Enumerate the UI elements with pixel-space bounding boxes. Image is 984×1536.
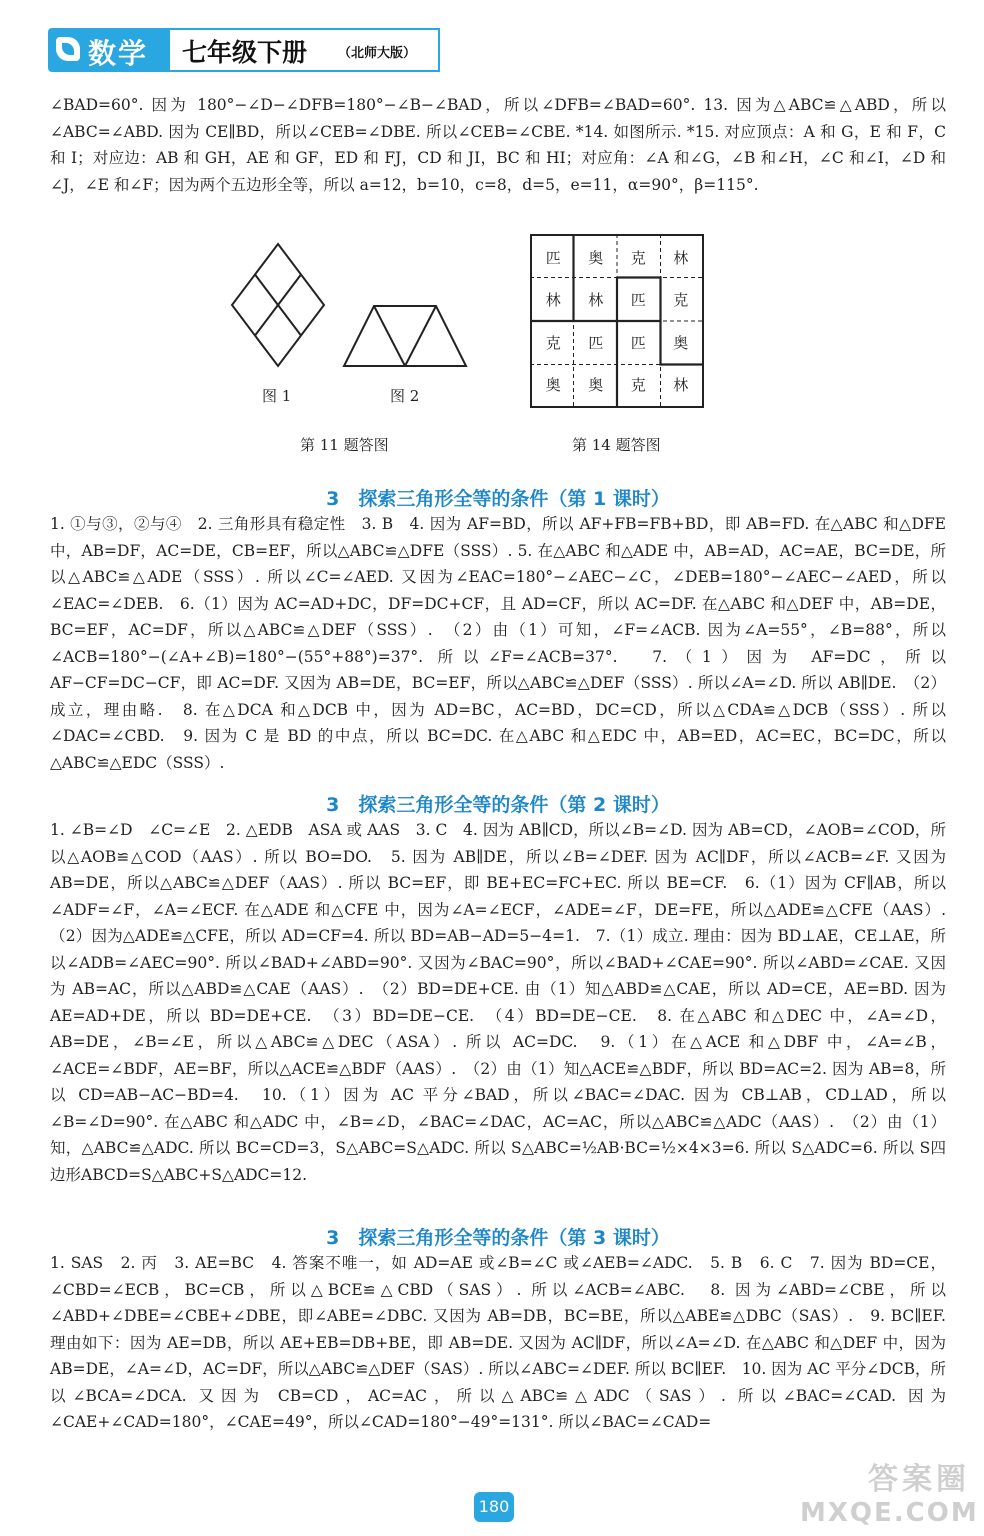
watermark-top-text: 答案圈 [868, 1462, 970, 1497]
grid-cell: 林 [673, 376, 689, 395]
intro-answers [50, 92, 946, 198]
watermark-bottom-text: MXQE.COM [800, 1498, 979, 1528]
section-body-lesson-3 [50, 1250, 946, 1436]
section-body-lesson-2 [50, 817, 962, 1188]
figure-2-trapezoid [340, 302, 470, 370]
grid-cell: 林 [673, 248, 689, 267]
grid-cell: 奥 [588, 248, 604, 267]
figure-1-rhombus [228, 240, 328, 370]
grade-banner [170, 28, 440, 72]
grid-cell: 林 [545, 291, 561, 310]
section-1-text: 1. ①与③，②与④ 2. 三角形具有稳定性 3. B 4. 因为 AF=BD，所以 AF+FB=FB+BD，即 AB=FD. 在△ABC 和△DFE 中，AB=DF，AC=DE，CB=EF，所以△ABC≌△DFE（SSS）. 5. 在△ABC 和△ADE 中，AB=AD，AC=AE，BC=DE，所以△ABC≌△ADE（SSS）. 所以∠C=∠AED. 又因为∠EAC=180°−∠AEC−∠C，∠DEB=180°−∠AEC−∠AED，所以∠EAC=∠DEB. 6.（1）因为 AC=AD+DC，DF=DC+CF，且 AD=CF，所以 AC=DF. 在△ABC 和△DEF 中，AB=DE，BC=EF，AC=DF，所以△ABC≌△DEF（SSS）. （2）由（1）可知，∠F=∠ACB. 因为∠A=55°，∠B=88°，所以∠ACB=180°−(∠A+∠B)=180°−(55°+88°)=37°. 所以∠F=∠ACB=37°. 7.（1）因为 AF=DC，所以 AF−CF=DC−CF，即 AC=DF. 又因为 AB=DE，BC=EF，所以△ABC≌△DEF（SSS）. 所以∠A=∠D. 所以 AB∥DE. （2）成立，理由略. 8. 在△DCA 和△DCB 中，因为 AD=BC，AC=BD，DC=CD，所以△CDA≌△DCB（SSS）. 所以∠DAC=∠CBD. 9. 因为 C 是 BD 的中点，所以 BC=DC. 在△ABC 和△EDC 中，AB=ED，AC=EC，BC=DC，所以△ABC≌△EDC（SSS）. [50, 515, 946, 772]
grid-cell: 奥 [545, 376, 561, 395]
leaf-logo-icon [56, 37, 80, 61]
subject-title: 数学 [88, 37, 149, 70]
grid-cell: 匹 [630, 333, 646, 352]
section-title-lesson-3: 3 探索三角形全等的条件（第 3 课时） [326, 1227, 670, 1249]
grid-cell: 匹 [588, 333, 604, 352]
grid-cell: 林 [588, 291, 604, 310]
grid-cell: 匹 [630, 291, 646, 310]
grid-cell: 克 [630, 376, 646, 395]
intro-paragraph: ∠BAD=60°. 因为 180°−∠D−∠DFB=180°−∠B−∠BAD，所以∠DFB=∠BAD=60°. 13. 因为△ABC≌△ABD，所以∠ABC=∠ABD. 因为 CE∥BD，所以∠CEB=∠DBE. 所以∠CEB=∠CBE. *14. 如图所示. *15. 对应顶点：A 和 G，E 和 F，C 和 I；对应边：AB 和 GH，AE 和 GF，ED 和 FJ，CD 和 JI，BC 和 HI；对应角：∠A 和∠G，∠B 和∠H，∠C 和∠I，∠D 和∠J，∠E 和∠F；因为两个五边形全等，所以 a=12，b=10，c=8，d=5，e=11，α=90°，β=115°. [50, 96, 946, 194]
section-body-lesson-1 [50, 511, 946, 776]
grid-cell: 奥 [673, 333, 689, 352]
caption-question-14: 第 14 题答图 [572, 436, 661, 454]
page-number: 180 [474, 1492, 514, 1522]
grid-cell: 克 [630, 248, 646, 267]
grid-cell: 奥 [588, 376, 604, 395]
section-2-text: 1. ∠B=∠D ∠C=∠E 2. △EDB ASA 或 AAS 3. C 4. 因为 AB∥CD，所以∠B=∠D. 因为 AB=CD，∠AOB=∠COD，所以△AOB≌△COD（AAS）. 所以 BO=DO. 5. 因为 AB∥DE，所以∠B=∠DEF. 因为 AC∥DF，所以∠ACB=∠F. 又因为 AB=DE，所以△ABC≌△DEF（AAS）. 所以 BC=EF，即 BE+EC=FC+EC. 所以 BE=CF. 6.（1）因为 CF∥AB，所以∠ADF=∠F，∠A=∠ECF. 在△ADE 和△CFE 中，因为∠A=∠ECF，∠ADE=∠F，DE=FE，所以△ADE≌△CFE（AAS）. （2）因为△ADE≌△CFE，所以 AD=CF=4. 所以 BD=AB−AD=5−4=1. 7.（1）成立. 理由：因为 BD⊥AE，CE⊥AE，所以∠ADB=∠AEC=90°. 所以∠BAD+∠ABD=90°. 又因为∠BAC=90°，所以∠BAD+∠CAE=90°. 所以∠ABD=∠CAE. 又因为 AB=AC，所以△ABD≌△CAE（AAS）. （2）BD=DE+CE. 由（1）知△ABD≌△CAE，所以 AD=CE，AE=BD. 因为 AE=AD+DE，所以 BD=DE+CE. （3）BD=DE−CE. （4）BD=DE−CE. 8. 在△ABC 和△DEC 中，∠A=∠D，AB=DE，∠B=∠E，所以△ABC≌△DEC（ASA）. 所以 AC=DC. 9.（1）在△ACE 和△DBF 中，∠A=∠B，∠ACE=∠BDF，AE=BF，所以△ACE≌△BDF（AAS）. （2）由（1）知△ACE≌△BDF，所以 BD=AC=2. 因为 AB=8，所以 CD=AB−AC−BD=4. 10.（1）因为 AC 平分∠BAD，所以∠BAC=∠DAC. 因为 CB⊥AB，CD⊥AD，所以∠B=∠D=90°. 在△ABC 和△ADC 中，∠B=∠D，∠BAC=∠DAC，AC=AC，所以△ABC≌△ADC（AAS）. （2）由（1）知，△ABC≌△ADC. 所以 BC=CD=3，S△ABC=S△ADC. 所以 S△ABC=½AB·BC=½×4×3=6. 所以 S△ADC=6. 所以 S四边形ABCD=S△ABC+S△ADC=12. [50, 821, 962, 1184]
caption-question-11: 第 11 题答图 [300, 436, 389, 454]
grade-title: 七年级下册 [182, 38, 308, 67]
figure-1-label: 图 1 [262, 387, 292, 405]
figure-2-label: 图 2 [390, 387, 420, 405]
figure-14-grid-lines [530, 234, 704, 408]
section-title-lesson-1: 3 探索三角形全等的条件（第 1 课时） [326, 488, 670, 510]
grid-cell: 克 [673, 291, 689, 310]
section-3-text: 1. SAS 2. 丙 3. AE=BC 4. 答案不唯一，如 AD=AE 或∠B=∠C 或∠AEB=∠ADC. 5. B 6. C 7. 因为 BD=CE，∠CBD=∠ECB，BC=CB，所以△BCE≌△CBD（SAS）. 所以∠ACB=∠ABC. 8. 因为∠ABD=∠CBE，所以∠ABD+∠DBE=∠CBE+∠DBE，即∠ABE=∠DBC. 又因为 AB=DB，BC=BE，所以△ABE≌△DBC（SAS）. 9. BC∥EF. 理由如下：因为 AE=DB，所以 AE+EB=DB+BE，即 AB=DE. 又因为 AC∥DF，所以∠A=∠D. 在△ABC 和△DEF 中，因为 AB=DE，∠A=∠D，AC=DF，所以△ABC≌△DEF（SAS）. 所以∠ABC=∠DEF. 所以 BC∥EF. 10. 因为 AC 平分∠DCB，所以∠BCA=∠DCA. 又因为 CB=CD，AC=AC，所以△ABC≌△ADC（SAS）. 所以∠BAC=∠CAD. 因为∠CAE+∠CAD=180°，∠CAE=49°，所以∠CAD=180°−49°=131°. 所以∠BAC=∠CAD= [50, 1254, 946, 1431]
watermark-logo [800, 1462, 979, 1532]
grid-cell: 匹 [545, 248, 561, 267]
edition-label: （北师大版） [338, 46, 417, 61]
page-header [48, 20, 528, 72]
subject-banner [48, 28, 170, 72]
section-title-lesson-2: 3 探索三角形全等的条件（第 2 课时） [326, 794, 670, 816]
grid-cell: 克 [545, 333, 561, 352]
